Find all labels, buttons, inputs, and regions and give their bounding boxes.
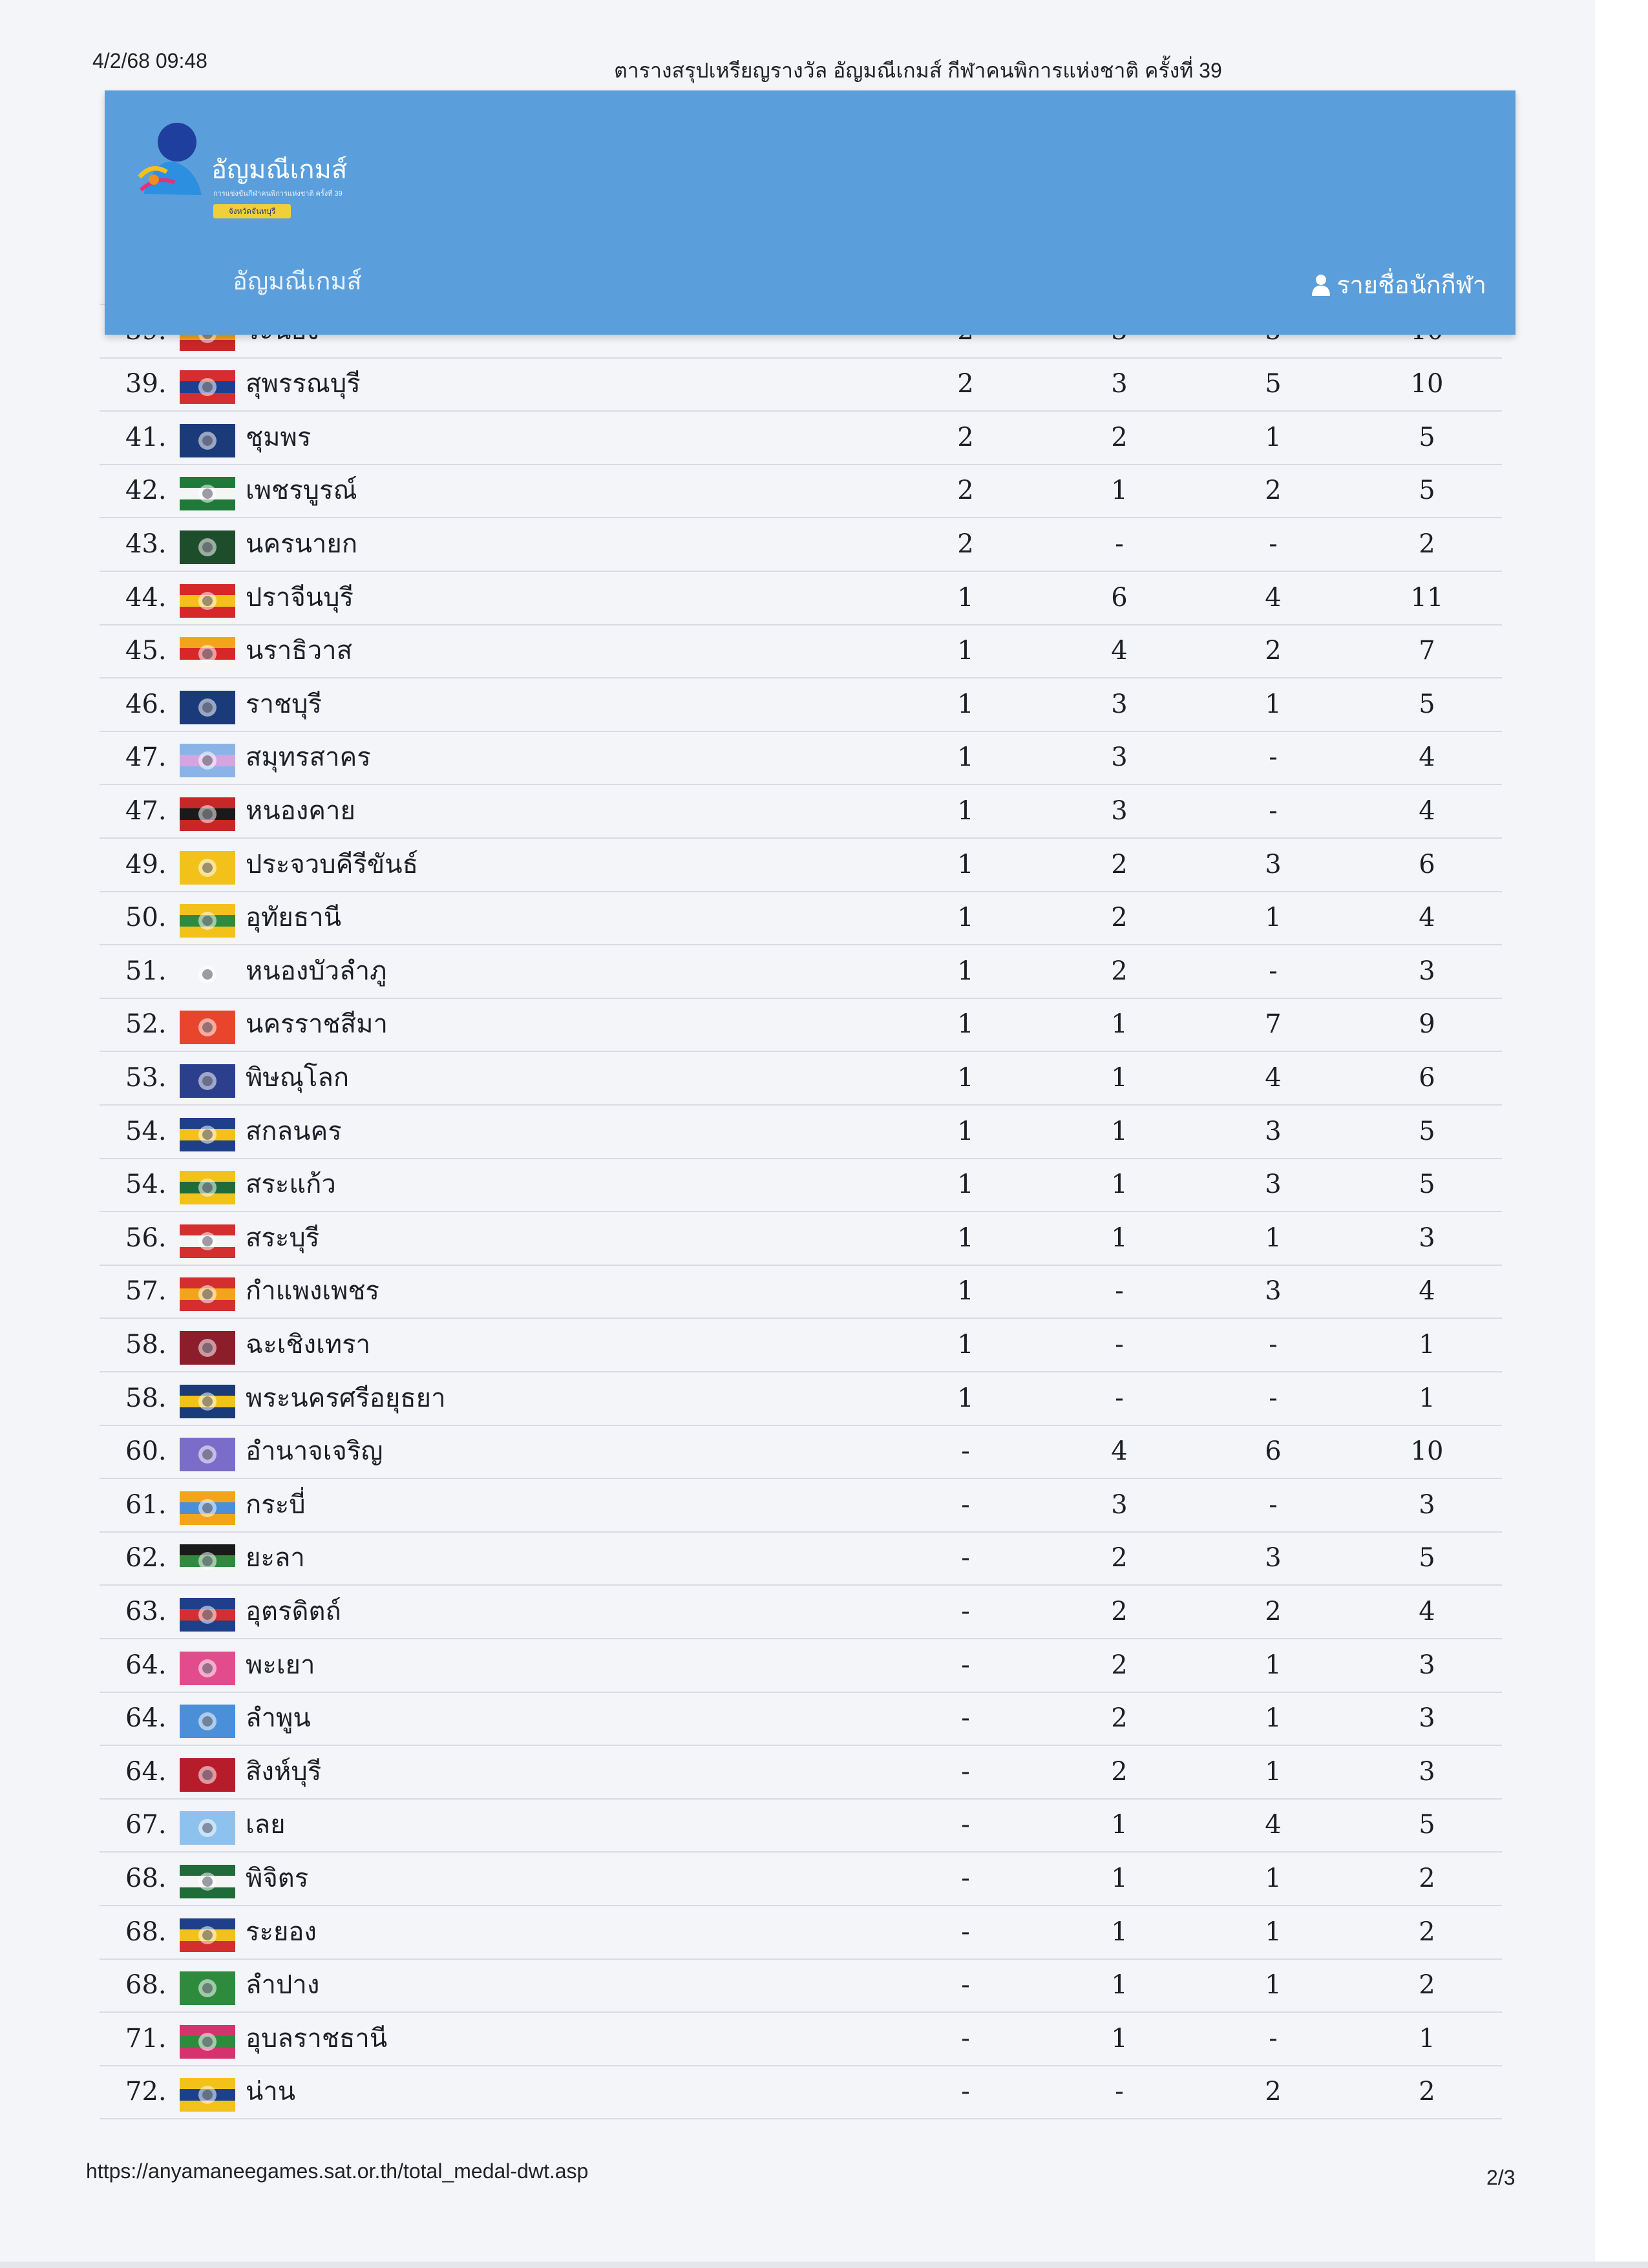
total-count: 2 xyxy=(1419,2077,1435,2107)
medal-row xyxy=(100,571,1502,625)
gold-count: 1 xyxy=(957,1063,974,1093)
province-flag-icon xyxy=(180,477,235,510)
gold-count: - xyxy=(961,1810,970,1840)
gold-count: - xyxy=(961,2023,970,2053)
total-count: 3 xyxy=(1419,1223,1435,1253)
province-flag-icon xyxy=(180,1438,235,1471)
province-flag-icon xyxy=(180,2078,235,2112)
silver-count: 1 xyxy=(1111,1009,1128,1040)
rank-cell: 64. xyxy=(125,1650,167,1680)
medal-row xyxy=(100,945,1502,999)
rank-cell: 64. xyxy=(125,1703,167,1734)
province-name: อำนาจเจริญ xyxy=(246,1436,383,1467)
gold-count: 1 xyxy=(957,1330,974,1360)
province-name: ชุมพร xyxy=(246,422,312,452)
gold-count: - xyxy=(961,1489,970,1520)
gold-count: 1 xyxy=(957,582,974,613)
rank-cell: 61. xyxy=(125,1489,167,1520)
rank-cell: 46. xyxy=(125,689,167,719)
province-name: พะเยา xyxy=(246,1650,315,1680)
print-datetime: 4/2/68 09:48 xyxy=(92,49,207,72)
logo-badge: จังหวัดจันทบุรี xyxy=(213,204,291,218)
medal-row xyxy=(100,518,1502,572)
rank-cell: 57. xyxy=(125,1276,167,1307)
scan-margin xyxy=(1595,0,1648,2268)
bronze-count: - xyxy=(1269,796,1278,826)
rank-cell: 50. xyxy=(125,903,167,933)
gold-count: - xyxy=(961,1916,970,1947)
silver-count: 4 xyxy=(1111,636,1128,666)
province-name: พิจิตร xyxy=(246,1864,309,1893)
province-flag-icon xyxy=(180,1011,235,1044)
province-flag-icon xyxy=(180,1865,235,1898)
silver-count: 6 xyxy=(1111,582,1128,613)
silver-count: 2 xyxy=(1111,956,1128,986)
province-name: สุพรรณบุรี xyxy=(246,369,361,399)
rank-cell: 58. xyxy=(125,1383,167,1413)
province-flag-icon xyxy=(180,2025,235,2059)
medal-row xyxy=(100,784,1502,839)
medal-row xyxy=(100,464,1502,518)
total-count: 3 xyxy=(1419,1756,1435,1787)
games-mascot-icon xyxy=(137,118,208,202)
medal-row xyxy=(100,357,1502,412)
province-flag-icon xyxy=(180,584,235,618)
province-name: กำแพงเพชร xyxy=(246,1276,380,1307)
total-count: 5 xyxy=(1419,1170,1435,1200)
province-name: อุบลราชธานี xyxy=(246,2023,388,2053)
gold-count: 1 xyxy=(957,742,974,773)
gold-count: 2 xyxy=(957,529,974,559)
medal-row xyxy=(100,998,1502,1052)
bronze-count: - xyxy=(1269,1383,1278,1413)
province-flag-icon xyxy=(180,691,235,724)
province-name: นราธิวาส xyxy=(246,636,353,666)
province-name: ลำปาง xyxy=(246,1970,320,2000)
medal-row xyxy=(100,838,1502,892)
site-header xyxy=(105,90,1516,335)
medal-row xyxy=(100,624,1502,678)
total-count: 5 xyxy=(1419,1543,1435,1573)
silver-count: 1 xyxy=(1111,2023,1128,2053)
gold-count: 1 xyxy=(957,1383,974,1413)
gold-count: 1 xyxy=(957,1170,974,1200)
province-flag-icon xyxy=(180,424,235,457)
total-count: 10 xyxy=(1410,369,1444,399)
gold-count: 1 xyxy=(957,1223,974,1253)
silver-count: 2 xyxy=(1111,1650,1128,1680)
medal-row xyxy=(100,1531,1502,1586)
province-name: กระบี่ xyxy=(246,1489,306,1520)
silver-count: 1 xyxy=(1111,476,1128,506)
bronze-count: 3 xyxy=(1265,849,1282,879)
gold-count: - xyxy=(961,2077,970,2107)
total-count: 7 xyxy=(1419,636,1435,666)
silver-count: 1 xyxy=(1111,1970,1128,2000)
province-flag-icon xyxy=(180,1224,235,1258)
rank-cell: 44. xyxy=(125,582,167,613)
province-name: สมุทรสาคร xyxy=(246,742,371,773)
province-name: พิษณุโลก xyxy=(246,1063,350,1093)
medal-row xyxy=(100,1158,1502,1212)
province-name: สิงห์บุรี xyxy=(246,1756,322,1787)
total-count: 1 xyxy=(1419,2023,1435,2053)
province-name: สระแก้ว xyxy=(246,1170,336,1200)
total-count: 4 xyxy=(1419,903,1435,933)
gold-count: 1 xyxy=(957,796,974,826)
medal-row xyxy=(100,891,1502,945)
gold-count: 1 xyxy=(957,636,974,666)
print-title: ตารางสรุปเหรียญรางวัล อัญมณีเกมส์ กีฬาคนพิการแห่งชาติ ครั้งที่ 39 xyxy=(614,59,1222,82)
bronze-count: 7 xyxy=(1265,1009,1282,1040)
gold-count: 2 xyxy=(957,369,974,399)
medal-row xyxy=(100,1105,1502,1159)
rank-cell: 58. xyxy=(125,1330,167,1360)
gold-count: - xyxy=(961,1543,970,1573)
province-name: นครนายก xyxy=(246,529,358,559)
province-name: น่าน xyxy=(246,2077,296,2107)
total-count: 5 xyxy=(1419,476,1435,506)
medal-row xyxy=(100,2065,1502,2119)
total-count: 4 xyxy=(1419,796,1435,826)
rank-cell: 51. xyxy=(125,956,167,986)
user-icon xyxy=(1312,274,1330,296)
province-flag-icon xyxy=(180,904,235,938)
province-flag-icon xyxy=(180,1971,235,2005)
rank-cell: 54. xyxy=(125,1170,167,1200)
province-flag-icon xyxy=(180,1652,235,1685)
province-name: ฉะเชิงเทรา xyxy=(246,1330,371,1360)
silver-count: 1 xyxy=(1111,1063,1128,1093)
gold-count: 1 xyxy=(957,689,974,719)
silver-count: 2 xyxy=(1111,1543,1128,1573)
medal-row xyxy=(100,1852,1502,1906)
rank-cell: 47. xyxy=(125,796,167,826)
medal-row xyxy=(100,1692,1502,1746)
bronze-count: 1 xyxy=(1265,422,1282,452)
silver-count: 2 xyxy=(1111,1597,1128,1626)
province-name: ยะลา xyxy=(246,1543,305,1573)
total-count: 5 xyxy=(1419,1810,1435,1840)
province-flag-icon xyxy=(180,1277,235,1311)
silver-count: 2 xyxy=(1111,903,1128,933)
logo-subtitle: การแข่งขันกีฬาคนพิการแห่งชาติ ครั้งที่ 39 xyxy=(213,190,343,198)
bronze-count: 1 xyxy=(1265,1650,1282,1680)
total-count: 10 xyxy=(1410,1436,1444,1467)
silver-count: 2 xyxy=(1111,849,1128,879)
silver-count: 1 xyxy=(1111,1810,1128,1840)
total-count: 3 xyxy=(1419,956,1435,986)
rank-cell: 39. xyxy=(125,369,167,399)
silver-count: 1 xyxy=(1111,1864,1128,1893)
rank-cell: 47. xyxy=(125,742,167,773)
nav-home-link[interactable]: อัญมณีเกมส์ xyxy=(233,268,362,295)
province-flag-icon xyxy=(180,1171,235,1204)
province-flag-icon xyxy=(180,1118,235,1151)
total-count: 1 xyxy=(1419,1383,1435,1413)
silver-count: 3 xyxy=(1111,1489,1128,1520)
medal-row xyxy=(100,1639,1502,1693)
gold-count: - xyxy=(961,1597,970,1626)
silver-count: 3 xyxy=(1111,796,1128,826)
province-name: ราชบุรี xyxy=(246,689,322,719)
site-logo[interactable] xyxy=(137,118,415,227)
province-flag-icon xyxy=(180,1598,235,1632)
print-url: https://anyamaneegames.sat.or.th/total_medal-dwt.asp xyxy=(86,2159,589,2183)
logo-title: อัญมณีเกมส์ xyxy=(211,156,348,184)
gold-count: 1 xyxy=(957,903,974,933)
total-count: 2 xyxy=(1419,1970,1435,2000)
total-count: 4 xyxy=(1419,1276,1435,1307)
rank-cell: 72. xyxy=(125,2077,167,2107)
print-footer xyxy=(0,2154,1595,2193)
medal-row xyxy=(100,1265,1502,1319)
total-count: 6 xyxy=(1419,849,1435,879)
silver-count: - xyxy=(1115,2077,1124,2107)
bronze-count: 3 xyxy=(1265,1276,1282,1307)
total-count: 3 xyxy=(1419,1703,1435,1734)
bronze-count: 1 xyxy=(1265,1223,1282,1253)
gold-count: - xyxy=(961,1650,970,1680)
silver-count: 3 xyxy=(1111,689,1128,719)
province-flag-icon xyxy=(180,1811,235,1845)
silver-count: - xyxy=(1115,1276,1124,1307)
silver-count: 3 xyxy=(1111,369,1128,399)
bronze-count: 2 xyxy=(1265,2077,1282,2107)
rank-cell: 68. xyxy=(125,1970,167,2000)
medal-row xyxy=(100,411,1502,465)
province-flag-icon xyxy=(180,1705,235,1738)
province-flag-icon xyxy=(180,1385,235,1418)
medal-row xyxy=(100,2012,1502,2066)
medal-row xyxy=(100,1051,1502,1106)
total-count: 5 xyxy=(1419,1116,1435,1146)
bronze-count: 1 xyxy=(1265,1864,1282,1893)
bronze-count: - xyxy=(1269,742,1278,773)
rank-cell: 42. xyxy=(125,476,167,506)
medal-row xyxy=(100,1372,1502,1426)
medal-row xyxy=(100,678,1502,732)
bronze-count: - xyxy=(1269,1489,1278,1520)
bronze-count: 3 xyxy=(1265,1116,1282,1146)
rank-cell: 52. xyxy=(125,1009,167,1040)
total-count: 3 xyxy=(1419,1489,1435,1520)
total-count: 4 xyxy=(1419,742,1435,773)
rank-cell: 49. xyxy=(125,849,167,879)
bronze-count: 2 xyxy=(1265,636,1282,666)
gold-count: - xyxy=(961,1864,970,1893)
bronze-count: 1 xyxy=(1265,1756,1282,1787)
province-flag-icon xyxy=(180,370,235,404)
rank-cell: 68. xyxy=(125,1864,167,1893)
province-flag-icon xyxy=(180,1064,235,1098)
silver-count: - xyxy=(1115,1330,1124,1360)
bronze-count: 3 xyxy=(1265,1170,1282,1200)
province-flag-icon xyxy=(180,1544,235,1578)
bronze-count: 1 xyxy=(1265,903,1282,933)
silver-count: - xyxy=(1115,1383,1124,1413)
total-count: 5 xyxy=(1419,689,1435,719)
bronze-count: 1 xyxy=(1265,1703,1282,1734)
province-name: หนองคาย xyxy=(246,796,355,826)
bronze-count: 1 xyxy=(1265,1916,1282,1947)
bronze-count: 3 xyxy=(1265,1543,1282,1573)
rank-cell: 60. xyxy=(125,1436,167,1467)
total-count: 2 xyxy=(1419,1916,1435,1947)
total-count: 11 xyxy=(1410,582,1444,613)
total-count: 5 xyxy=(1419,422,1435,452)
bronze-count: 4 xyxy=(1265,582,1282,613)
medal-row xyxy=(100,1318,1502,1372)
province-name: พระนครศรีอยุธยา xyxy=(246,1383,446,1413)
rank-cell: 62. xyxy=(125,1543,167,1573)
gold-count: - xyxy=(961,1756,970,1787)
silver-count: - xyxy=(1115,529,1124,559)
gold-count: 2 xyxy=(957,476,974,506)
nav-athletes-label: รายชื่อนักกีฬา xyxy=(1336,272,1486,299)
rank-cell: 64. xyxy=(125,1756,167,1787)
rank-cell: 63. xyxy=(125,1597,167,1626)
rank-cell: 41. xyxy=(125,422,167,452)
gold-count: 1 xyxy=(957,1009,974,1040)
province-name: อุตรดิตถ์ xyxy=(246,1597,341,1626)
province-name: นครราชสีมา xyxy=(246,1009,388,1040)
medal-row xyxy=(100,1798,1502,1853)
rank-cell: 43. xyxy=(125,529,167,559)
province-name: เลย xyxy=(246,1810,286,1840)
medal-row xyxy=(100,1425,1502,1479)
gold-count: 1 xyxy=(957,956,974,986)
rank-cell: 54. xyxy=(125,1116,167,1146)
bronze-count: 2 xyxy=(1265,476,1282,506)
gold-count: 1 xyxy=(957,1276,974,1307)
province-flag-icon xyxy=(180,1491,235,1525)
bronze-count: - xyxy=(1269,529,1278,559)
province-name: ลำพูน xyxy=(246,1703,311,1734)
province-flag-icon xyxy=(180,530,235,564)
province-name: สระบุรี xyxy=(246,1223,320,1253)
province-flag-icon xyxy=(180,958,235,991)
scan-bottom-edge xyxy=(0,2262,1648,2268)
total-count: 4 xyxy=(1419,1597,1435,1626)
rank-cell: 45. xyxy=(125,636,167,666)
medal-row xyxy=(100,1906,1502,1960)
total-count: 2 xyxy=(1419,529,1435,559)
bronze-count: 4 xyxy=(1265,1063,1282,1093)
province-name: ประจวบคีรีขันธ์ xyxy=(246,849,418,879)
print-page-number: 2/3 xyxy=(1486,2166,1516,2189)
gold-count: - xyxy=(961,1436,970,1467)
bronze-count: 1 xyxy=(1265,1970,1282,2000)
province-flag-icon xyxy=(180,1758,235,1792)
gold-count: 1 xyxy=(957,1116,974,1146)
total-count: 6 xyxy=(1419,1063,1435,1093)
province-name: หนองบัวลำภู xyxy=(246,956,387,986)
silver-count: 1 xyxy=(1111,1116,1128,1146)
province-flag-icon xyxy=(180,1331,235,1365)
gold-count: 2 xyxy=(957,422,974,452)
medal-row xyxy=(100,1745,1502,1800)
rank-cell: 71. xyxy=(125,2023,167,2053)
province-flag-icon xyxy=(180,744,235,777)
bronze-count: 4 xyxy=(1265,1810,1282,1840)
silver-count: 1 xyxy=(1111,1170,1128,1200)
silver-count: 3 xyxy=(1111,742,1128,773)
province-flag-icon xyxy=(180,637,235,671)
province-name: สกลนคร xyxy=(246,1116,342,1146)
silver-count: 4 xyxy=(1111,1436,1128,1467)
total-count: 9 xyxy=(1419,1009,1435,1040)
rank-cell: 56. xyxy=(125,1223,167,1253)
medal-row xyxy=(100,1478,1502,1533)
bronze-count: 6 xyxy=(1265,1436,1282,1467)
bronze-count: 2 xyxy=(1265,1597,1282,1626)
rank-cell: 53. xyxy=(125,1063,167,1093)
province-flag-icon xyxy=(180,1918,235,1952)
province-flag-icon xyxy=(180,851,235,885)
province-name: ปราจีนบุรี xyxy=(246,582,354,613)
bronze-count: - xyxy=(1269,1330,1278,1360)
medal-row xyxy=(100,1212,1502,1266)
silver-count: 2 xyxy=(1111,1756,1128,1787)
rank-cell: 68. xyxy=(125,1916,167,1947)
silver-count: 1 xyxy=(1111,1223,1128,1253)
province-flag-icon xyxy=(180,797,235,831)
bronze-count: 5 xyxy=(1265,369,1282,399)
silver-count: 2 xyxy=(1111,422,1128,452)
print-header xyxy=(0,49,1595,88)
medal-row xyxy=(100,1958,1502,2013)
silver-count: 2 xyxy=(1111,1703,1128,1734)
nav-athletes-link[interactable] xyxy=(1312,265,1486,304)
rank-cell: 67. xyxy=(125,1810,167,1840)
province-name: เพชรบูรณ์ xyxy=(246,476,357,506)
medal-row xyxy=(100,1585,1502,1639)
gold-count: - xyxy=(961,1703,970,1734)
bronze-count: - xyxy=(1269,956,1278,986)
total-count: 3 xyxy=(1419,1650,1435,1680)
total-count: 1 xyxy=(1419,1330,1435,1360)
gold-count: 1 xyxy=(957,849,974,879)
medal-row xyxy=(100,731,1502,785)
gold-count: - xyxy=(961,1970,970,2000)
medal-table xyxy=(100,284,1502,2145)
silver-count: 1 xyxy=(1111,1916,1128,1947)
bronze-count: - xyxy=(1269,2023,1278,2053)
province-name: ระยอง xyxy=(246,1916,317,1947)
bronze-count: 1 xyxy=(1265,689,1282,719)
total-count: 2 xyxy=(1419,1864,1435,1893)
province-name: อุทัยธานี xyxy=(246,903,342,933)
